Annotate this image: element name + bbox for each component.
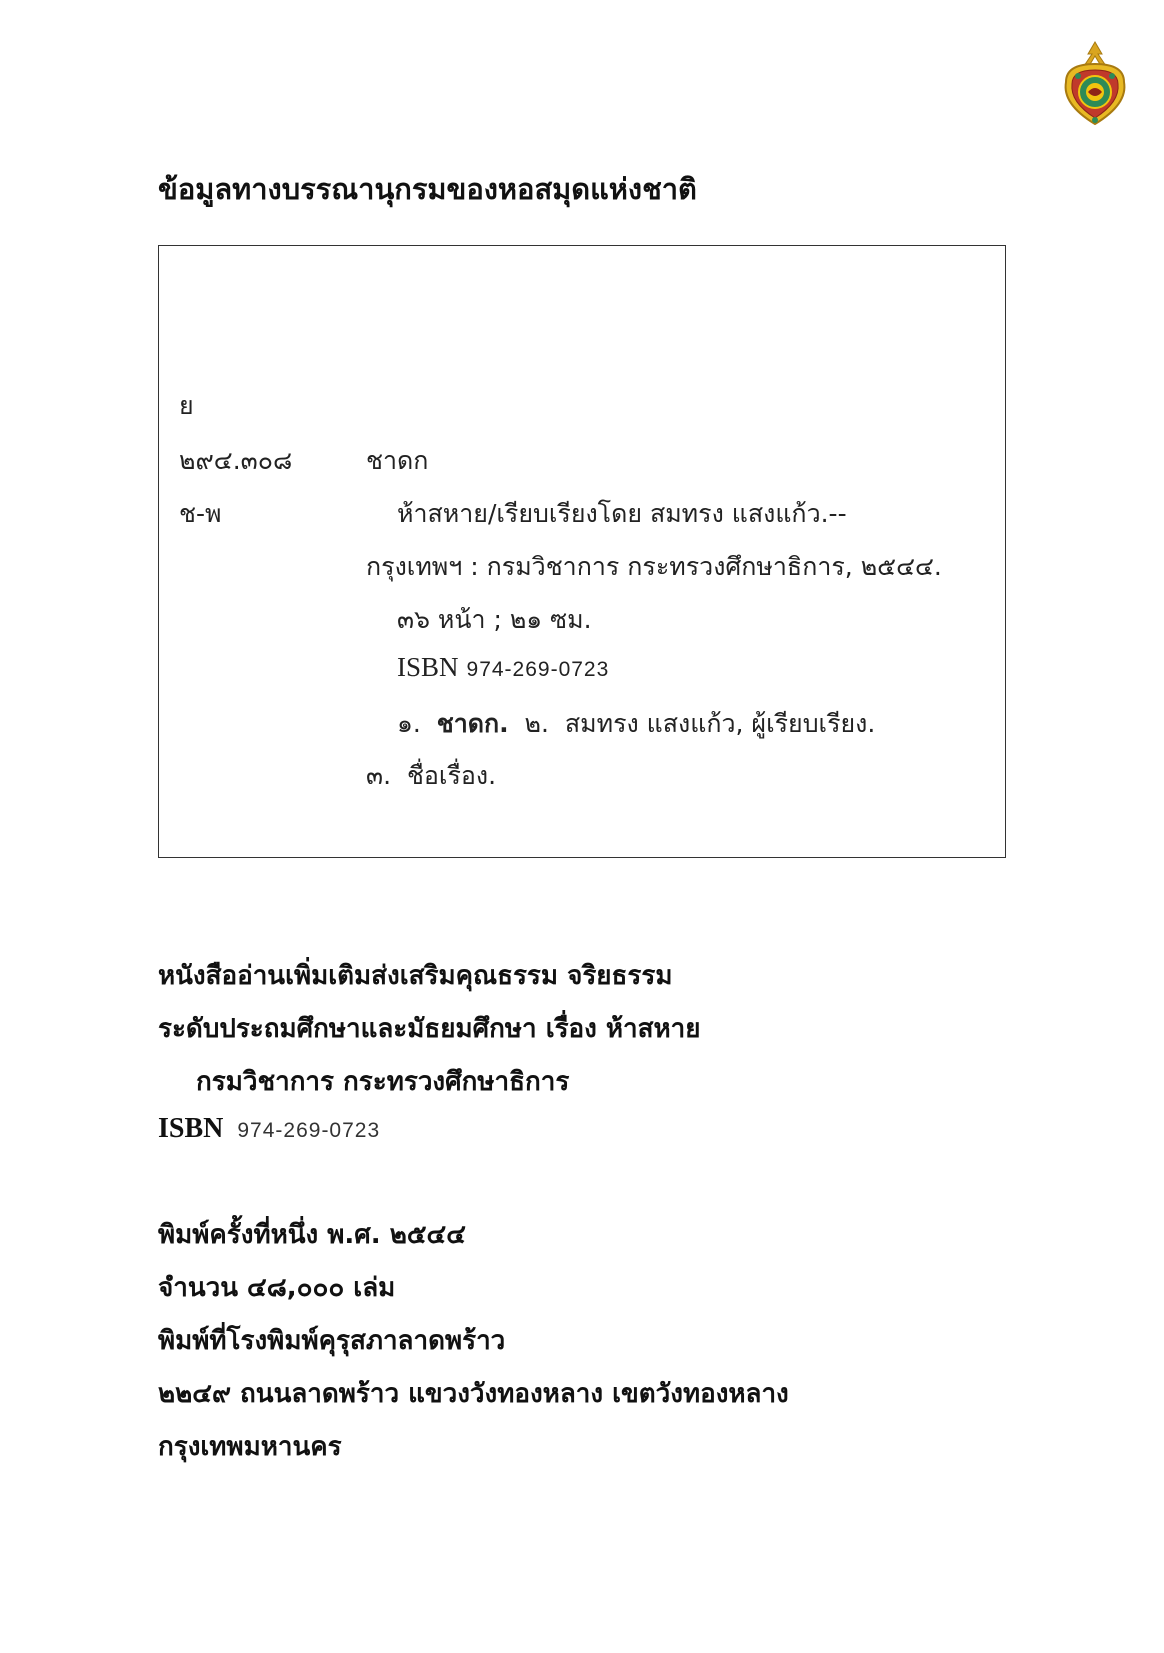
card-isbn-number: 974-269-0723 [466, 658, 610, 681]
city-line: กรุงเทพมหานคร [158, 1432, 342, 1462]
address-line: ๒๒๔๙ ถนนลาดพร้าว แขวงวังทองหลาง เขตวังทองหลาง [158, 1379, 789, 1409]
subject-3-number: ๓. [366, 761, 392, 790]
catalog-card [158, 245, 1006, 858]
book-isbn-label: ISBN [158, 1113, 224, 1144]
cutter-number: ช-พ [179, 499, 222, 528]
title-line: ห้าสหาย/เรียบเรียงโดย สมทรง แสงแก้ว.-- [397, 499, 847, 528]
book-series-line-1: หนังสืออ่านเพิ่มเติมส่งเสริมคุณธรรม จริยธรรม [158, 961, 673, 991]
subject-2-number: ๒. [524, 709, 549, 738]
call-number: ๒๙๔.๓๐๘ [179, 446, 293, 475]
subject-2: สมทรง แสงแก้ว, ผู้เรียบเรียง. [564, 709, 876, 738]
copies-line: จำนวน ๔๘,๐๐๐ เล่ม [158, 1273, 396, 1303]
subject-1-number: ๑. [397, 709, 421, 738]
imprint-line: กรุงเทพฯ : กรมวิชาการ กระทรวงศึกษาธิการ, ๒๕๔๔. [366, 552, 942, 581]
card-isbn-label: ISBN [397, 652, 459, 682]
publisher-line: กรมวิชาการ กระทรวงศึกษาธิการ [196, 1067, 570, 1097]
emblem-graphic [1058, 40, 1132, 128]
book-isbn-number: 974-269-0723 [237, 1119, 381, 1142]
book-isbn-line [158, 1113, 380, 1145]
subject-3-line [366, 756, 496, 796]
subject-3: ชื่อเรื่อง. [406, 761, 497, 790]
subjects-line [397, 704, 875, 744]
card-isbn-line [397, 652, 609, 683]
collation-line: ๓๖ หน้า ; ๒๑ ซม. [397, 605, 592, 634]
subject-1: ชาดก. [436, 709, 509, 738]
cip-heading: ข้อมูลทางบรรณานุกรมของหอสมุดแห่งชาติ [158, 172, 697, 206]
edition-line: พิมพ์ครั้งที่หนึ่ง พ.ศ. ๒๕๔๔ [158, 1220, 466, 1250]
printer-line: พิมพ์ที่โรงพิมพ์คุรุสภาลาดพร้าว [158, 1326, 506, 1356]
book-series-line-2: ระดับประถมศึกษาและมัธยมศึกษา เรื่อง ห้าสหาย [158, 1014, 701, 1044]
ministry-emblem-icon [1058, 40, 1132, 128]
title-main: ชาดก [366, 446, 429, 475]
call-letter: ย [179, 391, 194, 420]
